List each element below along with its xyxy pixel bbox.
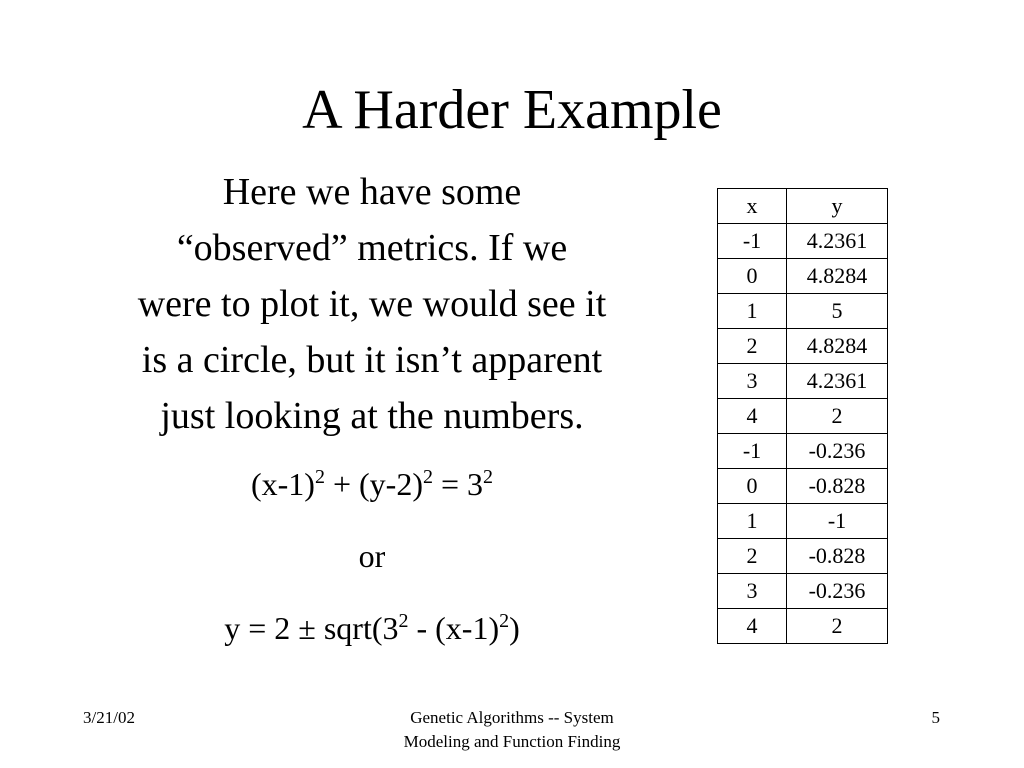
cell-x: 1 (718, 294, 787, 329)
equation-text: - (x-1) (408, 610, 500, 646)
equation-exponent: 2 (422, 466, 433, 488)
equation-exponent: 2 (483, 466, 494, 488)
circle-equation (80, 464, 664, 504)
footer-date: 3/21/02 (83, 708, 135, 727)
body-line: Here we have some (222, 171, 522, 213)
header-x: x (718, 189, 787, 224)
observed-data-table (717, 188, 888, 644)
slide-title: A Harder Example (302, 79, 722, 141)
cell-x: 0 (718, 259, 787, 294)
cell-y: -0.828 (787, 539, 888, 574)
cell-x: 4 (718, 399, 787, 434)
cell-y: 4.8284 (787, 259, 888, 294)
cell-x: 3 (718, 574, 787, 609)
cell-y: 2 (787, 399, 888, 434)
table-row (718, 434, 888, 469)
cell-y: 5 (787, 294, 888, 329)
equation-text: y = 2 ± sqrt(3 (224, 610, 399, 646)
equation-or: or (358, 538, 386, 574)
cell-y: 4.8284 (787, 329, 888, 364)
table-header-row (718, 189, 888, 224)
table-row (718, 294, 888, 329)
cell-x: 2 (718, 539, 787, 574)
equation-exponent: 2 (398, 610, 409, 632)
cell-x: -1 (718, 224, 787, 259)
cell-y: -0.236 (787, 574, 888, 609)
body-line: just looking at the numbers. (160, 395, 584, 437)
table-row (718, 469, 888, 504)
table-row (718, 364, 888, 399)
cell-x: 1 (718, 504, 787, 539)
table-row (718, 259, 888, 294)
footer-page-number: 5 (931, 708, 940, 727)
header-y: y (787, 189, 888, 224)
cell-y: -1 (787, 504, 888, 539)
cell-x: 2 (718, 329, 787, 364)
cell-x: 4 (718, 609, 787, 644)
table-row (718, 504, 888, 539)
body-line: were to plot it, we would see it (137, 283, 607, 325)
equation-text: = 3 (432, 466, 484, 502)
equation-text: (x-1) (250, 466, 315, 502)
cell-y: 4.2361 (787, 364, 888, 399)
slide-body-text (80, 164, 664, 444)
table-row (718, 224, 888, 259)
solved-equation (80, 608, 664, 648)
table-row (718, 609, 888, 644)
equation-exponent: 2 (314, 466, 325, 488)
table-row (718, 329, 888, 364)
footer-title-line: Genetic Algorithms -- System (410, 708, 614, 727)
cell-y: 2 (787, 609, 888, 644)
cell-x: 3 (718, 364, 787, 399)
footer-title-line: Modeling and Function Finding (403, 732, 621, 751)
table-row (718, 539, 888, 574)
cell-x: 0 (718, 469, 787, 504)
body-line: is a circle, but it isn’t apparent (141, 339, 603, 381)
cell-y: -0.828 (787, 469, 888, 504)
cell-y: -0.236 (787, 434, 888, 469)
equation-exponent: 2 (499, 610, 510, 632)
footer-title (362, 706, 662, 754)
table-row (718, 399, 888, 434)
cell-y: 4.2361 (787, 224, 888, 259)
body-line: “observed” metrics. If we (176, 227, 568, 269)
equation-text: + (y-2) (324, 466, 423, 502)
equation-text: ) (509, 610, 520, 646)
table-row (718, 574, 888, 609)
cell-x: -1 (718, 434, 787, 469)
